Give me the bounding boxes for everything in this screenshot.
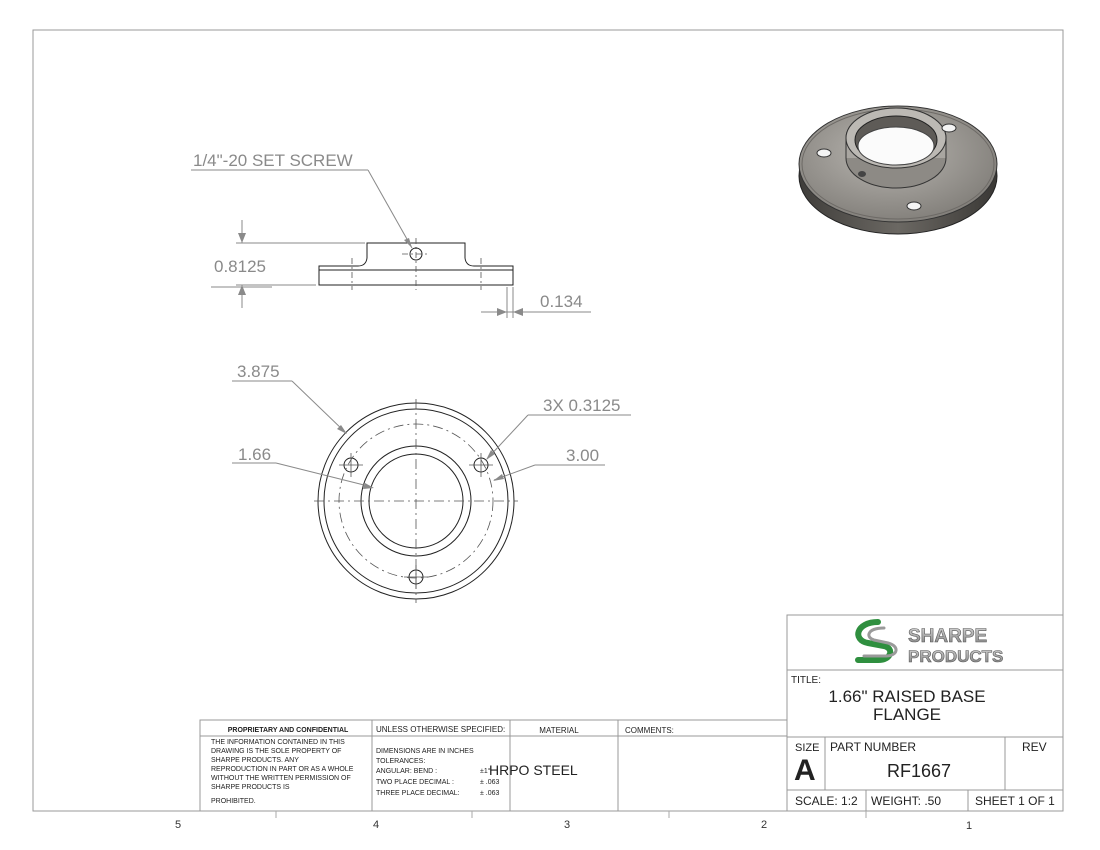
top-view	[314, 399, 518, 603]
part-number: RF1667	[886, 761, 952, 781]
svg-text:PROHIBITED.: PROHIBITED.	[211, 798, 256, 805]
set-screw-label: 1/4"-20 SET SCREW	[193, 151, 353, 170]
svg-text:THE INFORMATION CONTAINED IN T: THE INFORMATION CONTAINED IN THIS	[211, 739, 345, 746]
svg-text:± .063: ± .063	[480, 790, 500, 797]
zone-4: 4	[372, 819, 380, 831]
outer-diameter-dimension: 3.875	[237, 362, 280, 381]
svg-text:DRAWING IS THE SOLE PROPERTY O: DRAWING IS THE SOLE PROPERTY OF	[211, 748, 342, 755]
sharpe-products-logo	[858, 622, 1003, 666]
hole-dimension: 3X 0.3125	[543, 396, 621, 415]
logo-text-products: PRODUCTS	[908, 647, 1004, 666]
svg-text:±1°: ±1°	[480, 768, 491, 775]
proprietary-heading: PROPRIETARY AND CONFIDENTIAL	[227, 727, 349, 734]
zone-5: 5	[174, 819, 182, 831]
unless-specified-heading: UNLESS OTHERWISE SPECIFIED:	[376, 725, 506, 734]
sheet-value: SHEET 1 OF 1	[975, 794, 1055, 808]
comments-heading: COMMENTS:	[625, 726, 674, 735]
title-line-2: FLANGE	[872, 705, 942, 724]
size-value: A	[794, 754, 816, 787]
svg-text:SHARPE PRODUCTS IS: SHARPE PRODUCTS IS	[211, 784, 290, 791]
svg-text:± .063: ± .063	[480, 779, 500, 786]
scale-value: SCALE: 1:2	[795, 794, 858, 808]
zone-markers	[175, 811, 972, 832]
side-view-dimensions	[191, 170, 591, 318]
proprietary-text	[211, 739, 354, 805]
material-heading: MATERIAL	[539, 726, 579, 735]
svg-text:DIMENSIONS ARE IN INCHES: DIMENSIONS ARE IN INCHES	[376, 748, 474, 755]
side-view	[319, 238, 513, 290]
svg-text:THREE PLACE DECIMAL:: THREE PLACE DECIMAL:	[376, 790, 460, 797]
thickness-dimension: 0.134	[540, 292, 583, 311]
isometric-view	[799, 106, 997, 234]
svg-text:TWO PLACE DECIMAL :: TWO PLACE DECIMAL :	[376, 779, 454, 786]
title-line-1: 1.66" RAISED BASE	[828, 687, 986, 706]
rev-label: REV	[1022, 740, 1047, 754]
part-number-label: PART NUMBER	[830, 740, 917, 754]
svg-text:ANGULAR: BEND :: ANGULAR: BEND :	[376, 768, 438, 775]
title-label: TITLE:	[791, 675, 822, 686]
svg-text:REPRODUCTION IN PART OR AS A W: REPRODUCTION IN PART OR AS A WHOLE	[211, 766, 354, 773]
inner-diameter-dimension: 1.66	[238, 445, 272, 464]
zone-2: 2	[760, 819, 768, 831]
weight-value: WEIGHT: .50	[871, 794, 942, 808]
bolt-circle-dimension: 3.00	[566, 446, 600, 465]
size-label: SIZE	[795, 742, 820, 754]
height-dimension: 0.8125	[214, 257, 266, 276]
svg-text:TOLERANCES:: TOLERANCES:	[376, 758, 426, 765]
material-value: HRPO STEEL	[489, 762, 578, 778]
svg-text:SHARPE PRODUCTS. ANY: SHARPE PRODUCTS. ANY	[211, 757, 299, 764]
zone-3: 3	[563, 819, 571, 831]
logo-text-sharpe: SHARPE	[908, 626, 988, 647]
zone-1: 1	[965, 820, 973, 832]
tolerance-notes	[376, 748, 500, 797]
svg-text:WITHOUT THE WRITTEN PERMISSION: WITHOUT THE WRITTEN PERMISSION OF	[211, 775, 351, 782]
